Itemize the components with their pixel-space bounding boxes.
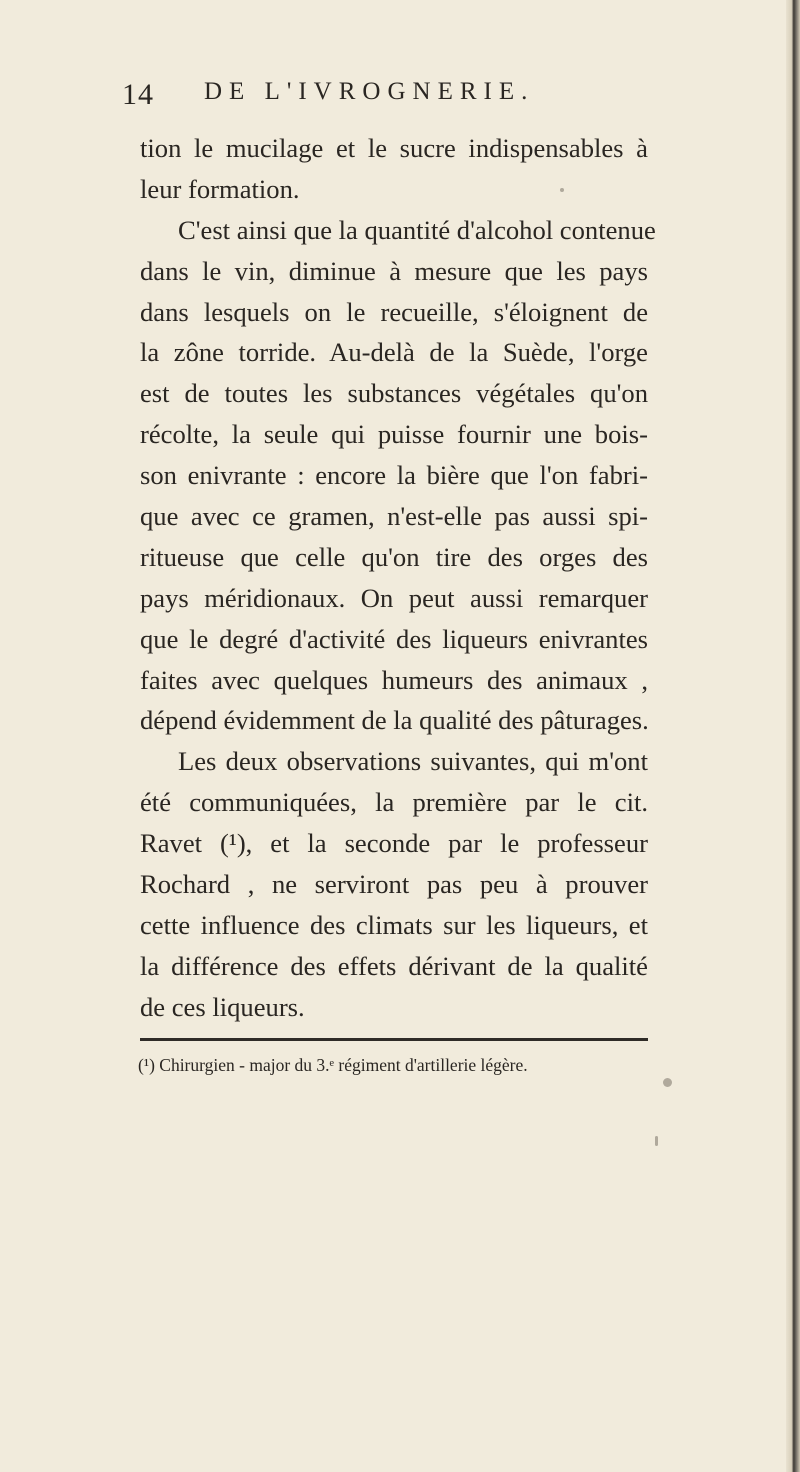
text-line: son enivrante : encore la bière que l'on fabri- [140, 460, 648, 491]
text-line: que le degré d'activité des liqueurs enivrantes [140, 623, 648, 654]
text-line: Ravet (¹), et la seconde par le professeur [140, 828, 648, 859]
text-line: Les deux observations suivantes, qui m'ont [178, 746, 648, 777]
paper-speck [655, 1136, 658, 1146]
text-line: C'est ainsi que la quantité d'alcohol contenue [178, 214, 656, 245]
text-line: ritueuse que celle qu'on tire des orges des [140, 541, 648, 572]
text-line: faites avec quelques humeurs des animaux , [140, 664, 648, 695]
footnote-rule [140, 1038, 648, 1041]
text-line: dépend évidemment de la qualité des pâturages. [140, 705, 649, 736]
page-number: 14 [122, 78, 154, 111]
text-line: est de toutes les substances végétales qu'on [140, 378, 648, 409]
running-head: DE L'IVROGNERIE. [204, 78, 535, 105]
paper-speck [560, 188, 564, 192]
text-line: été communiquées, la première par le cit. [140, 787, 648, 818]
body-text [140, 128, 656, 1028]
text-line: cette influence des climats sur les liqueurs, et [140, 909, 648, 940]
page-header [122, 78, 682, 118]
page-edge-shadow [786, 0, 800, 1472]
text-line: dans lesquels on le recueille, s'éloignent de [140, 296, 648, 327]
text-line: récolte, la seule qui puisse fournir une bois- [140, 419, 648, 450]
footnote: (¹) Chirurgien - major du 3.ᵉ régiment d'artillerie légère. [138, 1055, 528, 1075]
text-line: la différence des effets dérivant de la qualité [140, 950, 648, 981]
text-line: tion le mucilage et le sucre indispensables à [140, 133, 648, 163]
text-line: pays méridionaux. On peut aussi remarquer [140, 582, 648, 613]
paper-speck [663, 1078, 672, 1087]
text-line: leur formation. [140, 173, 300, 204]
text-line: de ces liqueurs. [140, 991, 305, 1022]
text-line: Rochard , ne serviront pas peu à prouver [140, 869, 648, 900]
text-line: la zône torride. Au-delà de la Suède, l'orge [140, 337, 648, 368]
text-line: dans le vin, diminue à mesure que les pays [140, 255, 648, 286]
text-line: que avec ce gramen, n'est-elle pas aussi spi- [140, 501, 648, 532]
